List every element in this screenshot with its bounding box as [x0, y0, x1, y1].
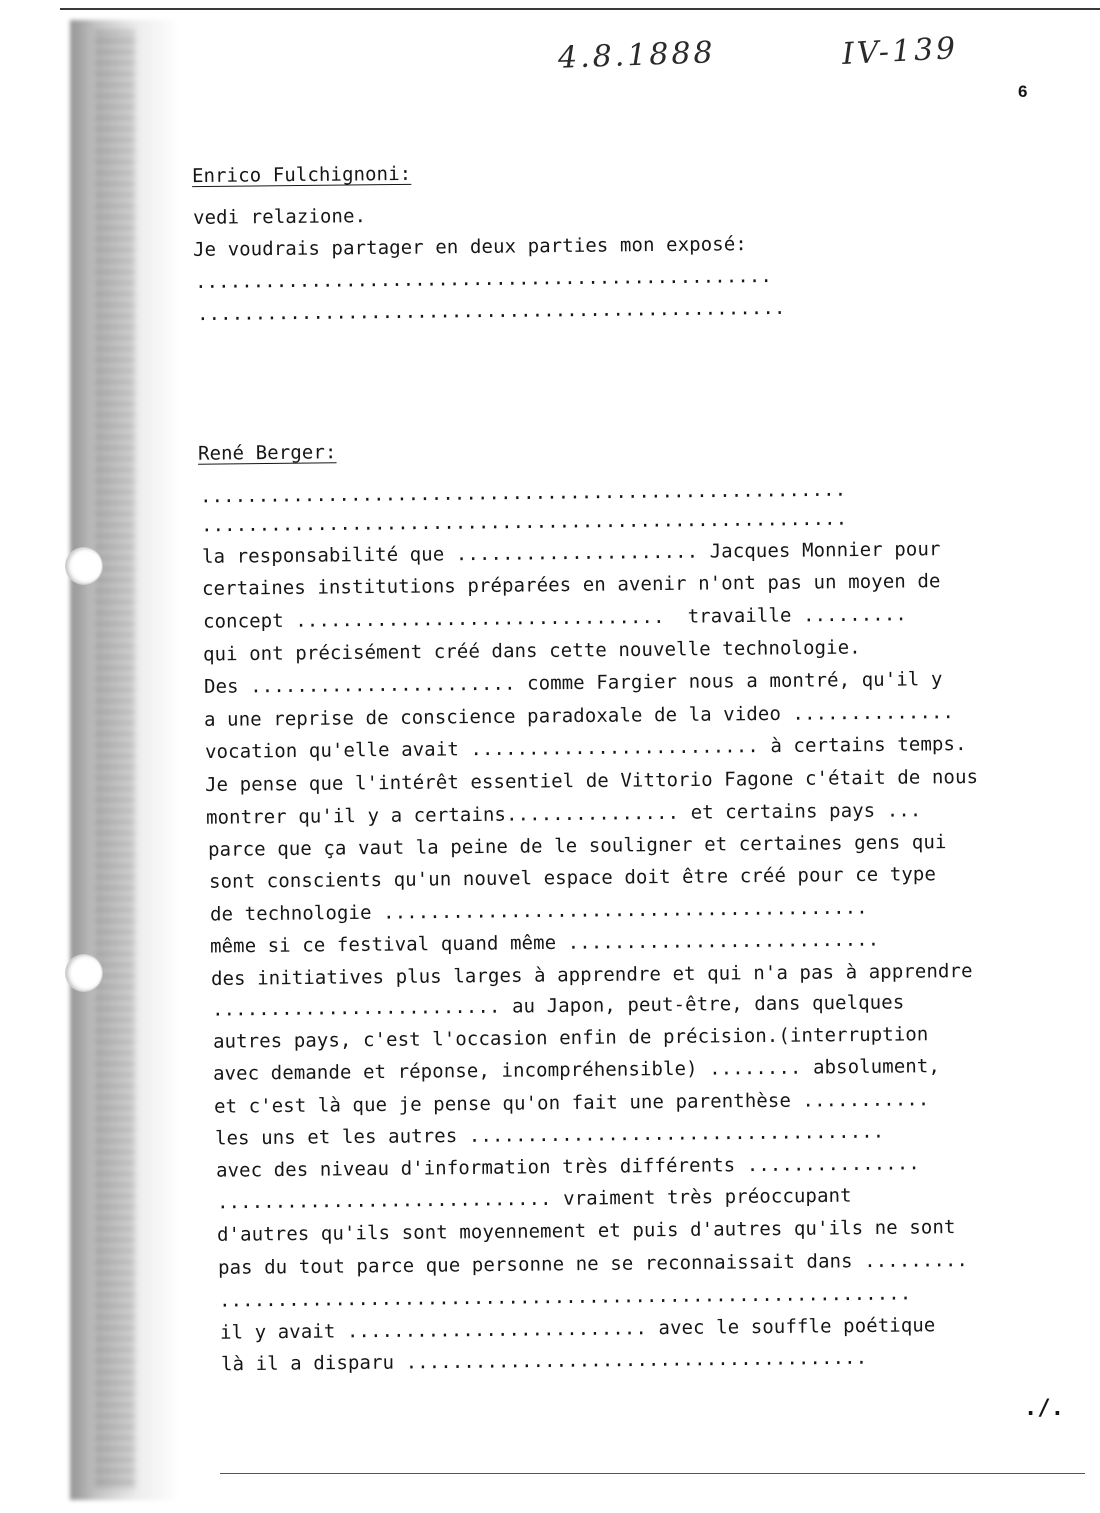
text-line: de technologie ..........................................: [209, 896, 868, 926]
text-line: avec des niveau d'information très différents ...............: [215, 1152, 920, 1182]
speaker-heading-berger: René Berger:: [197, 441, 337, 465]
text-line: ..................................................: [194, 264, 773, 294]
text-line: même si ce festival quand même ...........................: [209, 928, 880, 958]
page-top-edge: [60, 8, 1100, 10]
speaker-heading-fulchignoni: Enrico Fulchignoni:: [191, 162, 412, 188]
text-line: autres pays, c'est l'occasion enfin de précision.(interruption: [212, 1023, 929, 1053]
text-line: Je voudrais partager en deux parties mon exposé:: [192, 233, 747, 261]
text-line: ............................................................: [218, 1282, 912, 1312]
bottom-rule: [220, 1473, 1085, 1474]
page-number: 6: [1018, 82, 1028, 101]
text-line: pas du tout parce que personne ne se reconnaissait dans .........: [217, 1249, 969, 1279]
text-line: des initiatives plus larges à apprendre et qui n'a pas à apprendre: [210, 960, 973, 990]
text-line: et c'est là que je pense qu'on fait une parenthèse ...........: [213, 1088, 930, 1118]
text-line: ...................................................: [196, 296, 786, 326]
text-line: qui ont précisément créé dans cette nouvelle technologie.: [202, 636, 861, 666]
text-line: concept ................................ travaille .........: [202, 603, 907, 633]
text-line: ......................... au Japon, peut-être, dans quelques: [211, 991, 905, 1021]
text-line: Des ....................... comme Fargier nous a montré, qu'il y: [203, 668, 943, 698]
punch-hole-lower: [66, 955, 102, 991]
handwritten-date: 4.8.1888: [557, 35, 717, 76]
scan-shadow-streaks: [95, 30, 135, 1490]
text-line: Je pense que l'intérêt essentiel de Vittorio Fagone c'était de nous: [204, 765, 979, 797]
continuation-mark: ./.: [1024, 1396, 1065, 1421]
text-line: parce que ça vaut la peine de le souligner et certaines gens qui: [207, 831, 947, 861]
text-line: ............................. vraiment très préoccupant: [216, 1184, 852, 1214]
text-line: a une reprise de conscience paradoxale de la video ..............: [203, 701, 955, 731]
text-line: vocation qu'elle avait ......................... à certains temps.: [204, 733, 967, 763]
text-line: ........................................................: [199, 478, 847, 508]
text-line: là il a disparu ........................................: [220, 1346, 868, 1376]
text-line: les uns et les autres ....................................: [214, 1120, 885, 1150]
text-line: avec demande et réponse, incompréhensible) ........ absolument,: [212, 1055, 941, 1085]
text-line: ........................................................: [200, 507, 848, 537]
punch-hole-upper: [66, 548, 102, 584]
text-line: d'autres qu'ils sont moyennement et puis d'autres qu'ils ne sont: [216, 1216, 956, 1246]
text-line: il y avait .......................... avec le souffle poétique: [219, 1314, 936, 1344]
text-line: vedi relazione.: [192, 205, 367, 229]
text-line: sont conscients qu'un nouvel espace doit être créé pour ce type: [208, 863, 937, 893]
handwritten-reference: IV-139: [841, 30, 960, 73]
text-line: certaines institutions préparées en avenir n'ont pas un moyen de: [201, 570, 941, 600]
text-line: la responsabilité que ..................... Jacques Monnier pour: [201, 538, 941, 568]
text-line: montrer qu'il y a certains............... et certains pays ...: [205, 799, 922, 829]
